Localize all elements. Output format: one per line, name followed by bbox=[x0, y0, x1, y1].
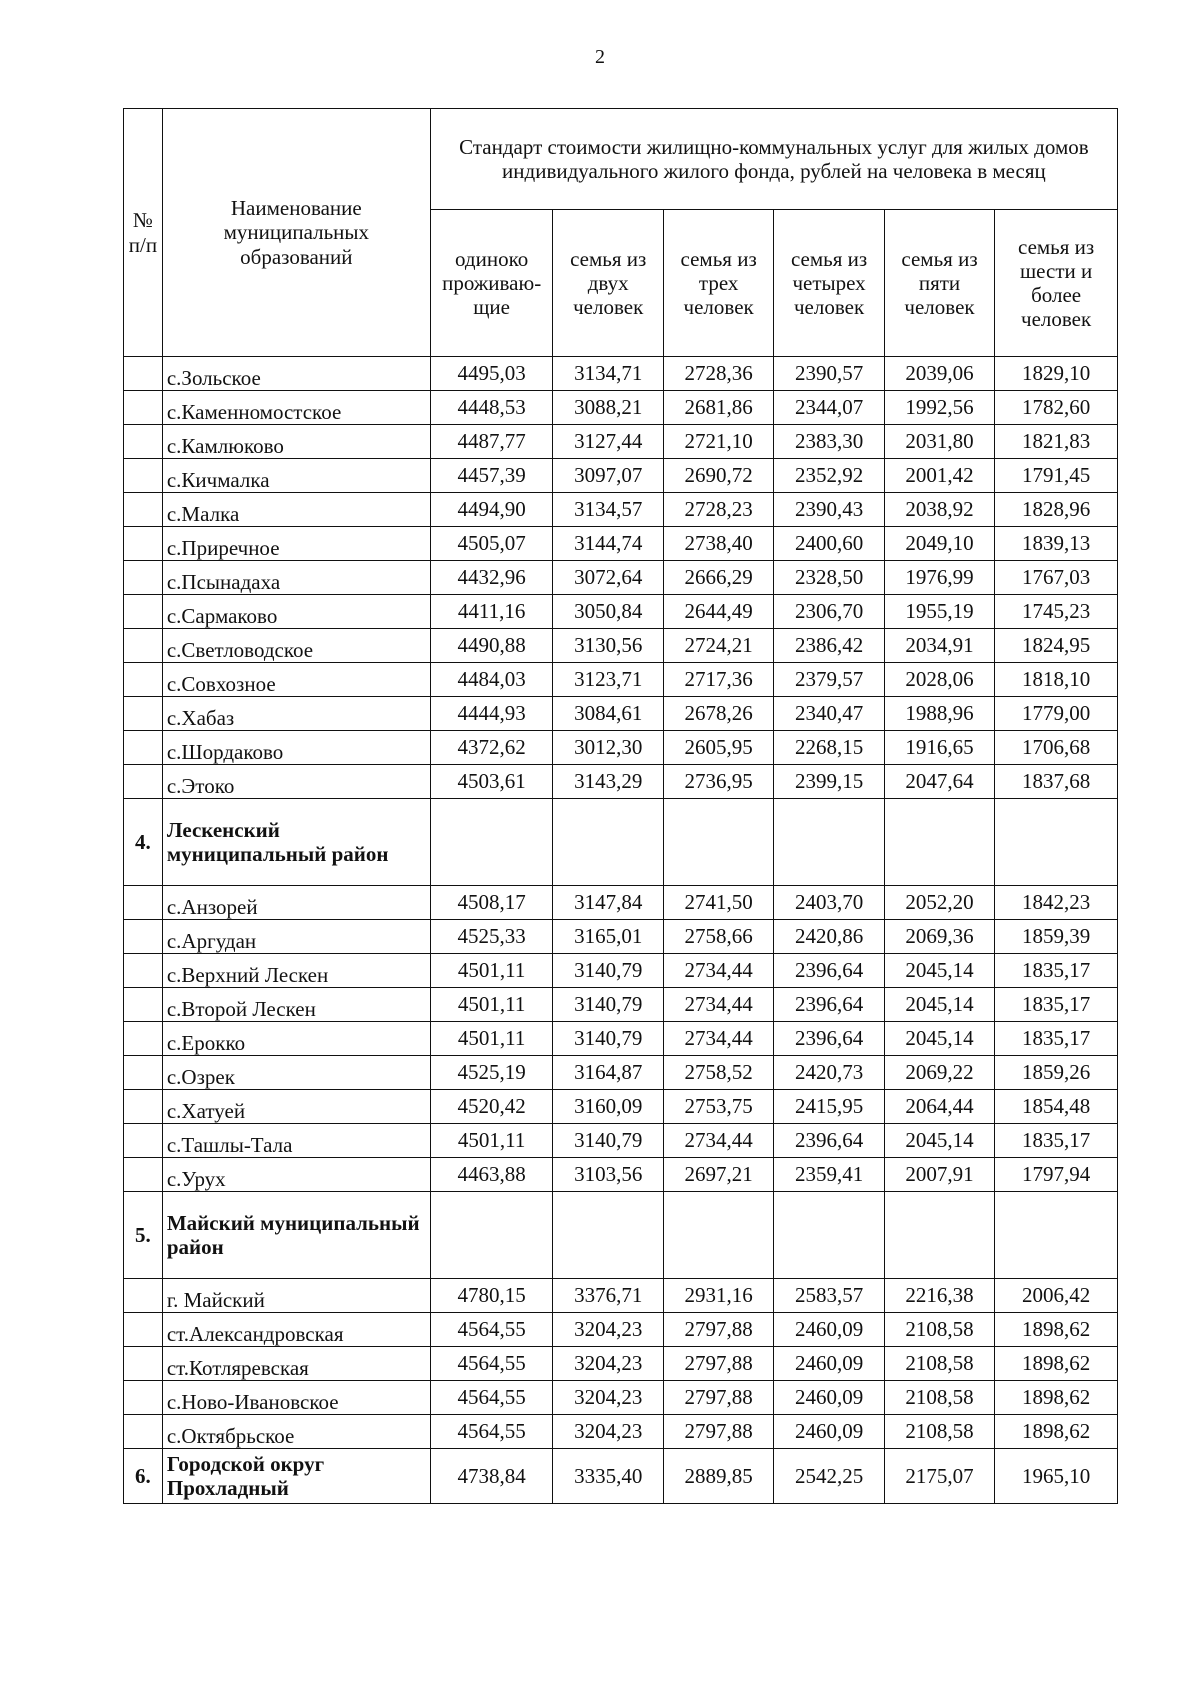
cost-value: 4501,11 bbox=[430, 988, 553, 1022]
municipality-name: с.Приречное bbox=[162, 527, 430, 561]
cost-value: 1898,62 bbox=[995, 1313, 1118, 1347]
table-row bbox=[124, 988, 1118, 1022]
cost-value: 1839,13 bbox=[995, 527, 1118, 561]
cost-value: 2034,91 bbox=[884, 629, 994, 663]
municipality-name: с.Псынадаха bbox=[162, 561, 430, 595]
cost-value bbox=[430, 1192, 553, 1279]
cost-value: 2728,23 bbox=[663, 493, 773, 527]
table-row bbox=[124, 920, 1118, 954]
table-row bbox=[124, 663, 1118, 697]
header-col-four: семья из четырех человек bbox=[774, 210, 884, 357]
cost-value: 2108,58 bbox=[884, 1415, 994, 1449]
cost-value: 2758,66 bbox=[663, 920, 773, 954]
cost-value: 4494,90 bbox=[430, 493, 553, 527]
row-number bbox=[124, 1022, 163, 1056]
table-row bbox=[124, 1279, 1118, 1313]
cost-value: 2047,64 bbox=[884, 765, 994, 799]
cost-value: 4484,03 bbox=[430, 663, 553, 697]
cost-value: 2175,07 bbox=[884, 1449, 994, 1504]
municipality-name: с.Урух bbox=[162, 1158, 430, 1192]
table-row bbox=[124, 954, 1118, 988]
row-number bbox=[124, 629, 163, 663]
cost-value: 3088,21 bbox=[553, 391, 663, 425]
cost-value: 1797,94 bbox=[995, 1158, 1118, 1192]
cost-value bbox=[553, 1192, 663, 1279]
cost-value: 1835,17 bbox=[995, 1124, 1118, 1158]
cost-value bbox=[774, 1192, 884, 1279]
cost-value: 2007,91 bbox=[884, 1158, 994, 1192]
municipality-name: с.Ерокко bbox=[162, 1022, 430, 1056]
cost-value: 2734,44 bbox=[663, 1022, 773, 1056]
cost-value: 2734,44 bbox=[663, 954, 773, 988]
header-col-two: семья из двух человек bbox=[553, 210, 663, 357]
row-number: 6. bbox=[124, 1449, 163, 1504]
cost-value: 1992,56 bbox=[884, 391, 994, 425]
cost-value: 2797,88 bbox=[663, 1415, 773, 1449]
municipality-name: с.Анзорей bbox=[162, 886, 430, 920]
municipality-name: Майский муниципальный район bbox=[162, 1192, 430, 1279]
cost-value: 2758,52 bbox=[663, 1056, 773, 1090]
table-row bbox=[124, 629, 1118, 663]
cost-value: 2741,50 bbox=[663, 886, 773, 920]
row-number bbox=[124, 954, 163, 988]
municipality-name: с.Зольское bbox=[162, 357, 430, 391]
cost-value: 2108,58 bbox=[884, 1347, 994, 1381]
cost-value: 4505,07 bbox=[430, 527, 553, 561]
municipality-name: с.Камлюково bbox=[162, 425, 430, 459]
row-number bbox=[124, 561, 163, 595]
cost-value: 1821,83 bbox=[995, 425, 1118, 459]
cost-value bbox=[995, 799, 1118, 886]
municipality-name: с.Аргудан bbox=[162, 920, 430, 954]
cost-value: 2028,06 bbox=[884, 663, 994, 697]
cost-value: 2690,72 bbox=[663, 459, 773, 493]
row-number bbox=[124, 1347, 163, 1381]
header-col-single: одиноко проживаю-щие bbox=[430, 210, 553, 357]
cost-value: 1706,68 bbox=[995, 731, 1118, 765]
municipality-name: с.Ново-Ивановское bbox=[162, 1381, 430, 1415]
table-row bbox=[124, 527, 1118, 561]
cost-value: 1782,60 bbox=[995, 391, 1118, 425]
cost-value: 2678,26 bbox=[663, 697, 773, 731]
cost-value: 1837,68 bbox=[995, 765, 1118, 799]
row-number bbox=[124, 1381, 163, 1415]
cost-value: 4501,11 bbox=[430, 1022, 553, 1056]
cost-value: 3012,30 bbox=[553, 731, 663, 765]
okrug-row bbox=[124, 1449, 1118, 1504]
table-row bbox=[124, 886, 1118, 920]
municipality-name: ст.Котляревская bbox=[162, 1347, 430, 1381]
cost-value: 2753,75 bbox=[663, 1090, 773, 1124]
cost-value: 4780,15 bbox=[430, 1279, 553, 1313]
row-number: 5. bbox=[124, 1192, 163, 1279]
municipality-name: с.Верхний Лескен bbox=[162, 954, 430, 988]
cost-value: 4444,93 bbox=[430, 697, 553, 731]
cost-value: 4738,84 bbox=[430, 1449, 553, 1504]
row-number bbox=[124, 988, 163, 1022]
cost-value: 2403,70 bbox=[774, 886, 884, 920]
row-number bbox=[124, 595, 163, 629]
cost-value: 2108,58 bbox=[884, 1313, 994, 1347]
cost-value: 4372,62 bbox=[430, 731, 553, 765]
cost-value: 1976,99 bbox=[884, 561, 994, 595]
cost-value: 1859,26 bbox=[995, 1056, 1118, 1090]
municipality-name: Лескенский муниципальный район bbox=[162, 799, 430, 886]
municipality-name: с.Озрек bbox=[162, 1056, 430, 1090]
header-col-six: семья из шести и более человек bbox=[995, 210, 1118, 357]
cost-value: 2359,41 bbox=[774, 1158, 884, 1192]
table-row bbox=[124, 1056, 1118, 1090]
cost-value: 2717,36 bbox=[663, 663, 773, 697]
cost-value: 3127,44 bbox=[553, 425, 663, 459]
page-number: 2 bbox=[595, 46, 605, 68]
municipality-name: с.Кичмалка bbox=[162, 459, 430, 493]
cost-value: 1898,62 bbox=[995, 1381, 1118, 1415]
cost-value: 2738,40 bbox=[663, 527, 773, 561]
cost-value: 3335,40 bbox=[553, 1449, 663, 1504]
table-row bbox=[124, 493, 1118, 527]
cost-value: 2400,60 bbox=[774, 527, 884, 561]
cost-value: 3050,84 bbox=[553, 595, 663, 629]
table-row bbox=[124, 1124, 1118, 1158]
cost-value: 2344,07 bbox=[774, 391, 884, 425]
cost-value: 4564,55 bbox=[430, 1313, 553, 1347]
cost-value: 2734,44 bbox=[663, 988, 773, 1022]
row-number bbox=[124, 1056, 163, 1090]
cost-value bbox=[884, 799, 994, 886]
municipality-name: с.Каменномостское bbox=[162, 391, 430, 425]
table-row bbox=[124, 1381, 1118, 1415]
cost-value: 2268,15 bbox=[774, 731, 884, 765]
cost-value: 2306,70 bbox=[774, 595, 884, 629]
cost-value: 2049,10 bbox=[884, 527, 994, 561]
cost-value: 1859,39 bbox=[995, 920, 1118, 954]
municipality-name: с.Хатуей bbox=[162, 1090, 430, 1124]
cost-value: 2064,44 bbox=[884, 1090, 994, 1124]
cost-value: 2396,64 bbox=[774, 1124, 884, 1158]
cost-value: 4564,55 bbox=[430, 1381, 553, 1415]
cost-value: 2216,38 bbox=[884, 1279, 994, 1313]
cost-value bbox=[774, 799, 884, 886]
cost-value: 1745,23 bbox=[995, 595, 1118, 629]
cost-value: 3103,56 bbox=[553, 1158, 663, 1192]
municipality-name: с.Шордаково bbox=[162, 731, 430, 765]
table-row bbox=[124, 425, 1118, 459]
cost-value: 2006,42 bbox=[995, 1279, 1118, 1313]
cost-value: 2460,09 bbox=[774, 1415, 884, 1449]
cost-value: 2383,30 bbox=[774, 425, 884, 459]
table-body bbox=[124, 357, 1118, 1504]
district-row bbox=[124, 799, 1118, 886]
cost-value: 1916,65 bbox=[884, 731, 994, 765]
cost-value: 2328,50 bbox=[774, 561, 884, 595]
cost-value: 1767,03 bbox=[995, 561, 1118, 595]
row-number bbox=[124, 731, 163, 765]
cost-value: 3130,56 bbox=[553, 629, 663, 663]
cost-value: 4463,88 bbox=[430, 1158, 553, 1192]
cost-value: 2386,42 bbox=[774, 629, 884, 663]
cost-value: 3204,23 bbox=[553, 1313, 663, 1347]
table-row bbox=[124, 391, 1118, 425]
cost-value: 4495,03 bbox=[430, 357, 553, 391]
row-number bbox=[124, 1415, 163, 1449]
cost-value: 2644,49 bbox=[663, 595, 773, 629]
cost-value: 2666,29 bbox=[663, 561, 773, 595]
municipality-name: с.Малка bbox=[162, 493, 430, 527]
row-number bbox=[124, 1313, 163, 1347]
cost-value: 3376,71 bbox=[553, 1279, 663, 1313]
cost-value: 2721,10 bbox=[663, 425, 773, 459]
cost-value: 2039,06 bbox=[884, 357, 994, 391]
cost-value: 2420,73 bbox=[774, 1056, 884, 1090]
row-number bbox=[124, 425, 163, 459]
cost-value: 2797,88 bbox=[663, 1313, 773, 1347]
cost-value: 1791,45 bbox=[995, 459, 1118, 493]
cost-value: 1955,19 bbox=[884, 595, 994, 629]
row-number bbox=[124, 920, 163, 954]
cost-value: 1965,10 bbox=[995, 1449, 1118, 1504]
cost-value: 3140,79 bbox=[553, 1022, 663, 1056]
cost-value: 4487,77 bbox=[430, 425, 553, 459]
cost-value: 2352,92 bbox=[774, 459, 884, 493]
cost-value: 4411,16 bbox=[430, 595, 553, 629]
cost-value: 4508,17 bbox=[430, 886, 553, 920]
header-col-five: семья из пяти человек bbox=[884, 210, 994, 357]
cost-value: 2038,92 bbox=[884, 493, 994, 527]
cost-value: 3084,61 bbox=[553, 697, 663, 731]
cost-value: 2605,95 bbox=[663, 731, 773, 765]
cost-value: 1835,17 bbox=[995, 954, 1118, 988]
row-number bbox=[124, 1158, 163, 1192]
cost-value: 2045,14 bbox=[884, 988, 994, 1022]
cost-value: 4432,96 bbox=[430, 561, 553, 595]
cost-value: 4501,11 bbox=[430, 954, 553, 988]
municipality-name: г. Майский bbox=[162, 1279, 430, 1313]
cost-value: 2734,44 bbox=[663, 1124, 773, 1158]
table-row bbox=[124, 1022, 1118, 1056]
municipality-name: с.Ташлы-Тала bbox=[162, 1124, 430, 1158]
cost-value: 2340,47 bbox=[774, 697, 884, 731]
cost-value: 2460,09 bbox=[774, 1313, 884, 1347]
cost-value: 2045,14 bbox=[884, 1124, 994, 1158]
cost-value: 2889,85 bbox=[663, 1449, 773, 1504]
table-row bbox=[124, 595, 1118, 629]
cost-value: 3204,23 bbox=[553, 1347, 663, 1381]
table-row bbox=[124, 1158, 1118, 1192]
cost-value: 2045,14 bbox=[884, 1022, 994, 1056]
cost-value: 3160,09 bbox=[553, 1090, 663, 1124]
cost-value: 3164,87 bbox=[553, 1056, 663, 1090]
municipality-name: с.Хабаз bbox=[162, 697, 430, 731]
cost-value: 2108,58 bbox=[884, 1381, 994, 1415]
cost-value: 1824,95 bbox=[995, 629, 1118, 663]
header-name: Наименование муниципальных образований bbox=[162, 109, 430, 357]
row-number bbox=[124, 1124, 163, 1158]
table-row bbox=[124, 1347, 1118, 1381]
table-row bbox=[124, 1313, 1118, 1347]
cost-value: 4525,33 bbox=[430, 920, 553, 954]
cost-value: 3140,79 bbox=[553, 1124, 663, 1158]
municipality-name: с.Октябрьское bbox=[162, 1415, 430, 1449]
cost-value: 3144,74 bbox=[553, 527, 663, 561]
cost-value: 4501,11 bbox=[430, 1124, 553, 1158]
cost-value: 3204,23 bbox=[553, 1381, 663, 1415]
cost-value: 4525,19 bbox=[430, 1056, 553, 1090]
row-number bbox=[124, 493, 163, 527]
cost-value: 2420,86 bbox=[774, 920, 884, 954]
cost-value: 1898,62 bbox=[995, 1347, 1118, 1381]
cost-value: 1988,96 bbox=[884, 697, 994, 731]
cost-value: 4564,55 bbox=[430, 1415, 553, 1449]
cost-value: 4564,55 bbox=[430, 1347, 553, 1381]
row-number bbox=[124, 697, 163, 731]
cost-value bbox=[995, 1192, 1118, 1279]
row-number bbox=[124, 391, 163, 425]
cost-value: 3143,29 bbox=[553, 765, 663, 799]
municipality-name: с.Сармаково bbox=[162, 595, 430, 629]
cost-value: 1898,62 bbox=[995, 1415, 1118, 1449]
cost-value: 3123,71 bbox=[553, 663, 663, 697]
cost-value: 2724,21 bbox=[663, 629, 773, 663]
cost-value: 4503,61 bbox=[430, 765, 553, 799]
cost-value: 2460,09 bbox=[774, 1347, 884, 1381]
municipality-name: с.Совхозное bbox=[162, 663, 430, 697]
municipality-name: с.Второй Лескен bbox=[162, 988, 430, 1022]
cost-value: 2728,36 bbox=[663, 357, 773, 391]
cost-value: 2379,57 bbox=[774, 663, 884, 697]
cost-value bbox=[663, 799, 773, 886]
cost-value bbox=[553, 799, 663, 886]
cost-value: 2583,57 bbox=[774, 1279, 884, 1313]
district-row bbox=[124, 1192, 1118, 1279]
cost-value: 2399,15 bbox=[774, 765, 884, 799]
cost-value bbox=[663, 1192, 773, 1279]
cost-value: 1828,96 bbox=[995, 493, 1118, 527]
row-number bbox=[124, 1279, 163, 1313]
table-row bbox=[124, 1090, 1118, 1124]
cost-value: 4490,88 bbox=[430, 629, 553, 663]
header-num: № п/п bbox=[124, 109, 163, 357]
cost-value: 2931,16 bbox=[663, 1279, 773, 1313]
municipality-name: ст.Александровская bbox=[162, 1313, 430, 1347]
cost-value: 3204,23 bbox=[553, 1415, 663, 1449]
table-row bbox=[124, 459, 1118, 493]
row-number: 4. bbox=[124, 799, 163, 886]
cost-value: 3140,79 bbox=[553, 954, 663, 988]
cost-value: 1842,23 bbox=[995, 886, 1118, 920]
cost-value: 3165,01 bbox=[553, 920, 663, 954]
cost-value: 2797,88 bbox=[663, 1347, 773, 1381]
cost-value bbox=[430, 799, 553, 886]
table-row bbox=[124, 731, 1118, 765]
cost-value: 2069,36 bbox=[884, 920, 994, 954]
row-number bbox=[124, 765, 163, 799]
cost-value: 2396,64 bbox=[774, 988, 884, 1022]
row-number bbox=[124, 357, 163, 391]
cost-value: 2045,14 bbox=[884, 954, 994, 988]
cost-value: 3134,71 bbox=[553, 357, 663, 391]
cost-value: 4520,42 bbox=[430, 1090, 553, 1124]
cost-value: 3097,07 bbox=[553, 459, 663, 493]
table-row bbox=[124, 697, 1118, 731]
cost-value: 1854,48 bbox=[995, 1090, 1118, 1124]
cost-value: 2031,80 bbox=[884, 425, 994, 459]
tariff-table bbox=[123, 108, 1118, 1504]
cost-value: 3072,64 bbox=[553, 561, 663, 595]
header-row-top bbox=[124, 109, 1118, 210]
cost-value: 1779,00 bbox=[995, 697, 1118, 731]
row-number bbox=[124, 527, 163, 561]
table-row bbox=[124, 561, 1118, 595]
cost-value: 2069,22 bbox=[884, 1056, 994, 1090]
cost-value: 4448,53 bbox=[430, 391, 553, 425]
cost-value: 2460,09 bbox=[774, 1381, 884, 1415]
cost-value: 1818,10 bbox=[995, 663, 1118, 697]
municipality-name: с.Светловодское bbox=[162, 629, 430, 663]
municipality-name: Городской округ Прохладный bbox=[162, 1449, 430, 1504]
row-number bbox=[124, 886, 163, 920]
cost-value: 3134,57 bbox=[553, 493, 663, 527]
cost-value: 2396,64 bbox=[774, 954, 884, 988]
cost-value: 2415,95 bbox=[774, 1090, 884, 1124]
cost-value bbox=[884, 1192, 994, 1279]
cost-value: 2390,57 bbox=[774, 357, 884, 391]
row-number bbox=[124, 1090, 163, 1124]
cost-value: 2681,86 bbox=[663, 391, 773, 425]
cost-value: 2797,88 bbox=[663, 1381, 773, 1415]
cost-value: 2697,21 bbox=[663, 1158, 773, 1192]
row-number bbox=[124, 663, 163, 697]
header-col-three: семья из трех человек bbox=[663, 210, 773, 357]
cost-value: 3140,79 bbox=[553, 988, 663, 1022]
cost-value: 2001,42 bbox=[884, 459, 994, 493]
cost-value: 1829,10 bbox=[995, 357, 1118, 391]
cost-value: 3147,84 bbox=[553, 886, 663, 920]
cost-value: 2052,20 bbox=[884, 886, 994, 920]
cost-value: 1835,17 bbox=[995, 1022, 1118, 1056]
cost-value: 2736,95 bbox=[663, 765, 773, 799]
cost-value: 2396,64 bbox=[774, 1022, 884, 1056]
cost-value: 4457,39 bbox=[430, 459, 553, 493]
cost-value: 2390,43 bbox=[774, 493, 884, 527]
municipality-name: с.Этоко bbox=[162, 765, 430, 799]
table-row bbox=[124, 1415, 1118, 1449]
table-row bbox=[124, 357, 1118, 391]
cost-value: 1835,17 bbox=[995, 988, 1118, 1022]
header-group-title: Стандарт стоимости жилищно-коммунальных услуг для жилых домов индивидуального жилого фонда, рублей на человека в месяц bbox=[430, 109, 1117, 210]
table-row bbox=[124, 765, 1118, 799]
cost-value: 2542,25 bbox=[774, 1449, 884, 1504]
row-number bbox=[124, 459, 163, 493]
